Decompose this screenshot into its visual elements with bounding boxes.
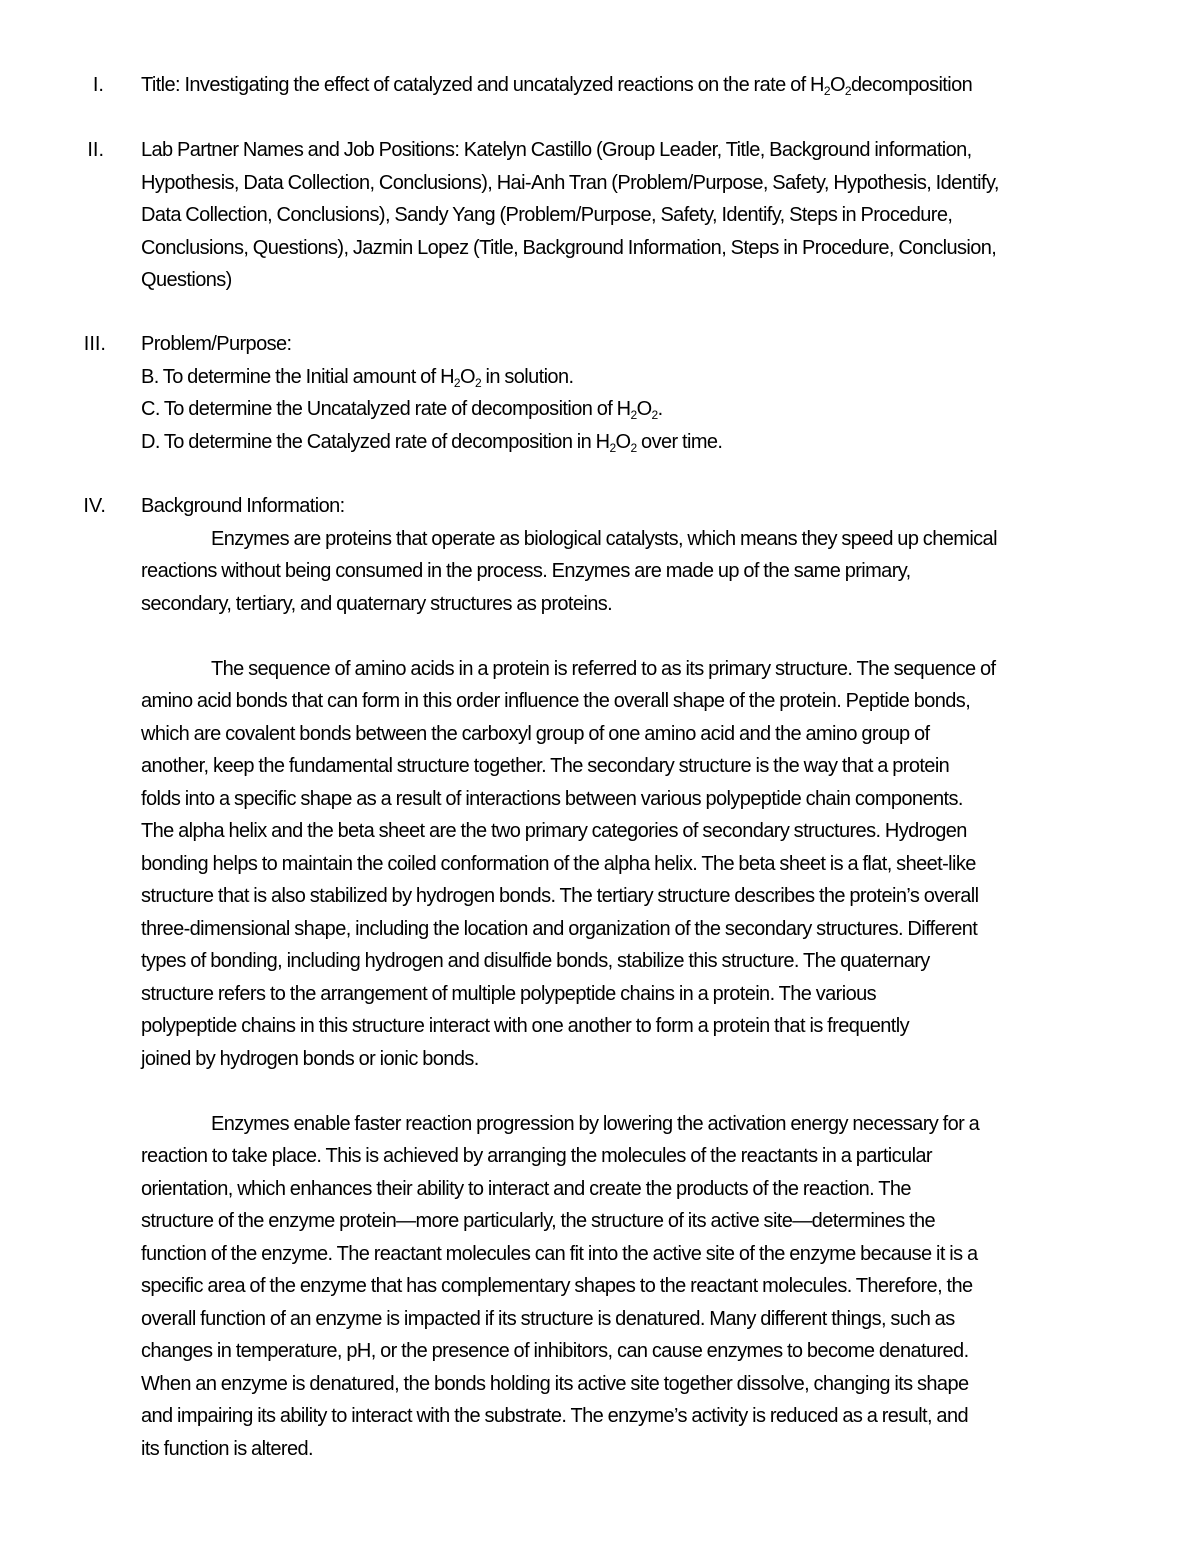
text-line: When an enzyme is denatured, the bonds holding its active site together dissolve, changing its shape	[141, 1372, 969, 1395]
text-line: secondary, tertiary, and quaternary structures as proteins.	[141, 592, 613, 615]
section-heading: Problem/Purpose:	[141, 333, 292, 355]
text-line: Hypothesis, Data Collection, Conclusions), Hai-Anh Tran (Problem/Purpose, Safety, Hypothesis, Identify,	[141, 171, 999, 194]
text-line: its function is altered.	[141, 1437, 313, 1460]
text-line: types of bonding, including hydrogen and disulfide bonds, stabilize this structure. The quaternary	[141, 950, 930, 972]
section-body	[141, 490, 1126, 1465]
text-line: Enzymes enable faster reaction progression by lowering the activation energy necessary for a	[211, 1112, 980, 1135]
text-line: which are covalent bonds between the carboxyl group of one amino acid and the amino group of	[141, 722, 930, 745]
purpose-item: D. To determine the Catalyzed rate of decomposition in $H_2O_2$ over time.	[141, 430, 723, 455]
section-numeral: I.	[92, 74, 104, 96]
h2o2-formula: $H_2O_2$	[440, 365, 482, 390]
section-body	[141, 328, 1126, 458]
paragraph	[141, 653, 1126, 1076]
text-line: Lab Partner Names and Job Positions: Katelyn Castillo (Group Leader, Title, Background information,	[141, 139, 972, 161]
text-line: polypeptide chains in this structure interact with one another to form a protein that is frequently	[141, 1015, 910, 1037]
paragraph	[141, 1108, 1126, 1466]
text-line: reaction to take place. This is achieved by arranging the molecules of the reactants in a particular	[141, 1145, 932, 1167]
section-body	[141, 134, 1126, 297]
text-line: orientation, which enhances their ability to interact and create the products of the reaction. The	[141, 1177, 911, 1200]
text-line: folds into a specific shape as a result of interactions between various polypeptide chain components.	[141, 787, 963, 810]
section-numeral: II.	[87, 139, 104, 161]
purpose-item: C. To determine the Uncatalyzed rate of decomposition of $H_2O_2$.	[141, 398, 663, 422]
text-line: structure that is also stabilized by hydrogen bonds. The tertiary structure describes the protein’s overall	[141, 885, 979, 907]
paragraph	[141, 523, 1126, 621]
title-line: Title: Investigating the effect of catalyzed and uncatalyzed reactions on the rate of $H_2O_2decomposition$	[141, 74, 973, 98]
text-line: changes in temperature, pH, or the presence of inhibitors, can cause enzymes to become denatured.	[141, 1340, 969, 1362]
text-line: The alpha helix and the beta sheet are the two primary categories of secondary structures. Hydrogen	[141, 820, 967, 842]
text-line: The sequence of amino acids in a protein is referred to as its primary structure. The sequence of	[211, 657, 996, 680]
section-numeral: IV.	[83, 495, 106, 517]
text-line: another, keep the fundamental structure together. The secondary structure is the way that a protein	[141, 755, 950, 777]
h2o2-formula: $H_2O_2$	[616, 398, 658, 422]
section-body	[141, 69, 1126, 102]
text-line: function of the enzyme. The reactant molecules can fit into the active site of the enzyme because it is a	[141, 1242, 978, 1265]
purpose-item: B. To determine the Initial amount of $H_2O_2$ in solution.	[141, 365, 574, 390]
section-heading: Background Information:	[141, 495, 345, 517]
h2o2-formula: $H_2O_2$	[595, 430, 637, 455]
text-line: structure of the enzyme protein—more particularly, the structure of its active site—determines the	[141, 1210, 936, 1232]
text-line: and impairing its ability to interact with the substrate. The enzyme’s activity is reduced as a result, and	[141, 1405, 968, 1427]
text-line: Enzymes are proteins that operate as biological catalysts, which means they speed up chemical	[211, 527, 997, 550]
section-numeral: III.	[83, 333, 106, 355]
text-line: specific area of the enzyme that has complementary shapes to the reactant molecules. Therefore, the	[141, 1275, 973, 1297]
text-line: Conclusions, Questions), Jazmin Lopez (Title, Background Information, Steps in Procedure, Conclusion,	[141, 236, 997, 259]
text-line: amino acid bonds that can form in this order influence the overall shape of the protein. Peptide bonds,	[141, 690, 971, 712]
text-line: Questions)	[141, 269, 232, 291]
text-line: structure refers to the arrangement of multiple polypeptide chains in a protein. The various	[141, 982, 877, 1005]
text-line: overall function of an enzyme is impacted if its structure is denatured. Many different things, such as	[141, 1307, 955, 1330]
text-line: joined by hydrogen bonds or ionic bonds.	[141, 1047, 479, 1070]
text-line: bonding helps to maintain the coiled conformation of the alpha helix. The beta sheet is a flat, sheet-like	[141, 852, 976, 875]
text-line: three-dimensional shape, including the location and organization of the secondary structures. Different	[141, 917, 978, 940]
text-line: Data Collection, Conclusions), Sandy Yang (Problem/Purpose, Safety, Identify, Steps in Procedure,	[141, 204, 953, 226]
text-line: reactions without being consumed in the process. Enzymes are made up of the same primary,	[141, 560, 911, 582]
h2o2-formula: $H_2O_2$	[810, 74, 851, 98]
